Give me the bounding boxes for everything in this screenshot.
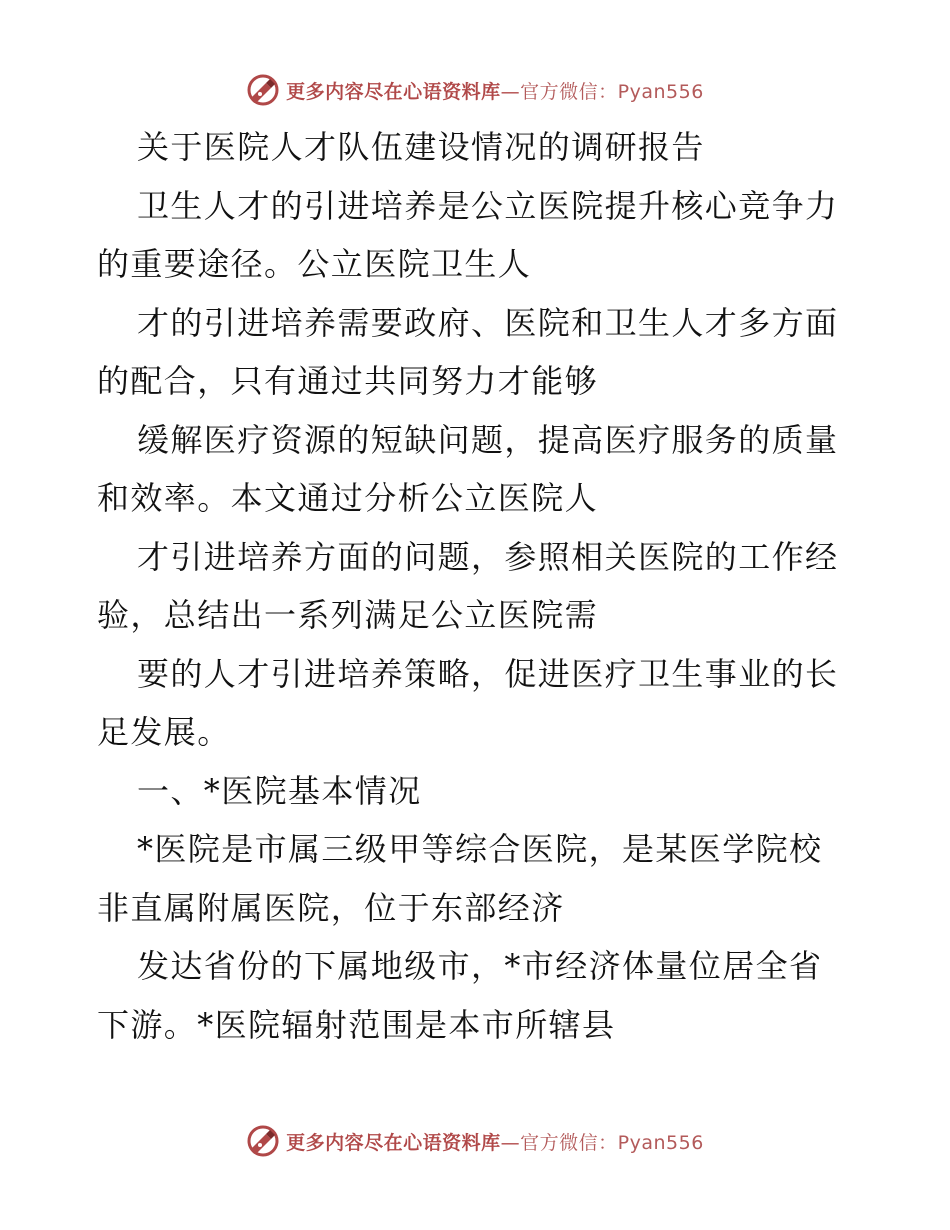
pen-logo-icon xyxy=(246,1124,280,1158)
paragraph-line: 验，总结出一系列满足公立医院需 xyxy=(97,596,599,634)
paragraph-line: *医院是市属三级甲等综合医院，是某医学院校 xyxy=(137,830,823,868)
footer-banner xyxy=(0,1121,950,1161)
paragraph-line: 非直属附属医院，位于东部经济 xyxy=(97,888,565,927)
paragraph-line: 足发展。 xyxy=(97,713,231,751)
banner-wechat-text: 官方微信：Pyan556 xyxy=(520,80,704,103)
banner-main-text: 更多内容尽在心语资料库 xyxy=(286,1131,501,1154)
paragraph-line: 缓解医疗资源的短缺问题，提高医疗服务的质量 xyxy=(137,420,839,459)
banner-separator: — xyxy=(500,80,521,103)
document-title: 关于医院人才队伍建设情况的调研报告 xyxy=(137,128,705,166)
banner-main-text: 更多内容尽在心语资料库 xyxy=(286,80,501,103)
paragraph-line: 发达省份的下属地级市，*市经济体量位居全省 xyxy=(137,947,823,985)
paragraph-line: 的重要途径。公立医院卫生人 xyxy=(97,245,532,283)
document-body xyxy=(97,118,857,1054)
paragraph-line: 和效率。本文通过分析公立医院人 xyxy=(97,479,599,517)
banner-text xyxy=(286,77,704,104)
section-heading: 一、*医院基本情况 xyxy=(137,771,422,810)
pen-logo-icon xyxy=(246,73,280,107)
paragraph-line: 下游。*医院辐射范围是本市所辖县 xyxy=(97,1005,616,1044)
banner-text xyxy=(286,1128,704,1155)
header-banner xyxy=(0,70,950,110)
paragraph-line: 卫生人才的引进培养是公立医院提升核心竞争力 xyxy=(137,186,839,225)
banner-wechat-text: 官方微信：Pyan556 xyxy=(520,1131,704,1154)
paragraph-line: 才引进培养方面的问题，参照相关医院的工作经 xyxy=(137,537,839,576)
paragraph-line: 要的人才引进培养策略，促进医疗卫生事业的长 xyxy=(137,654,839,693)
paragraph-line: 才的引进培养需要政府、医院和卫生人才多方面 xyxy=(137,303,839,342)
paragraph-line: 的配合，只有通过共同努力才能够 xyxy=(97,362,599,400)
banner-separator: — xyxy=(500,1131,521,1154)
